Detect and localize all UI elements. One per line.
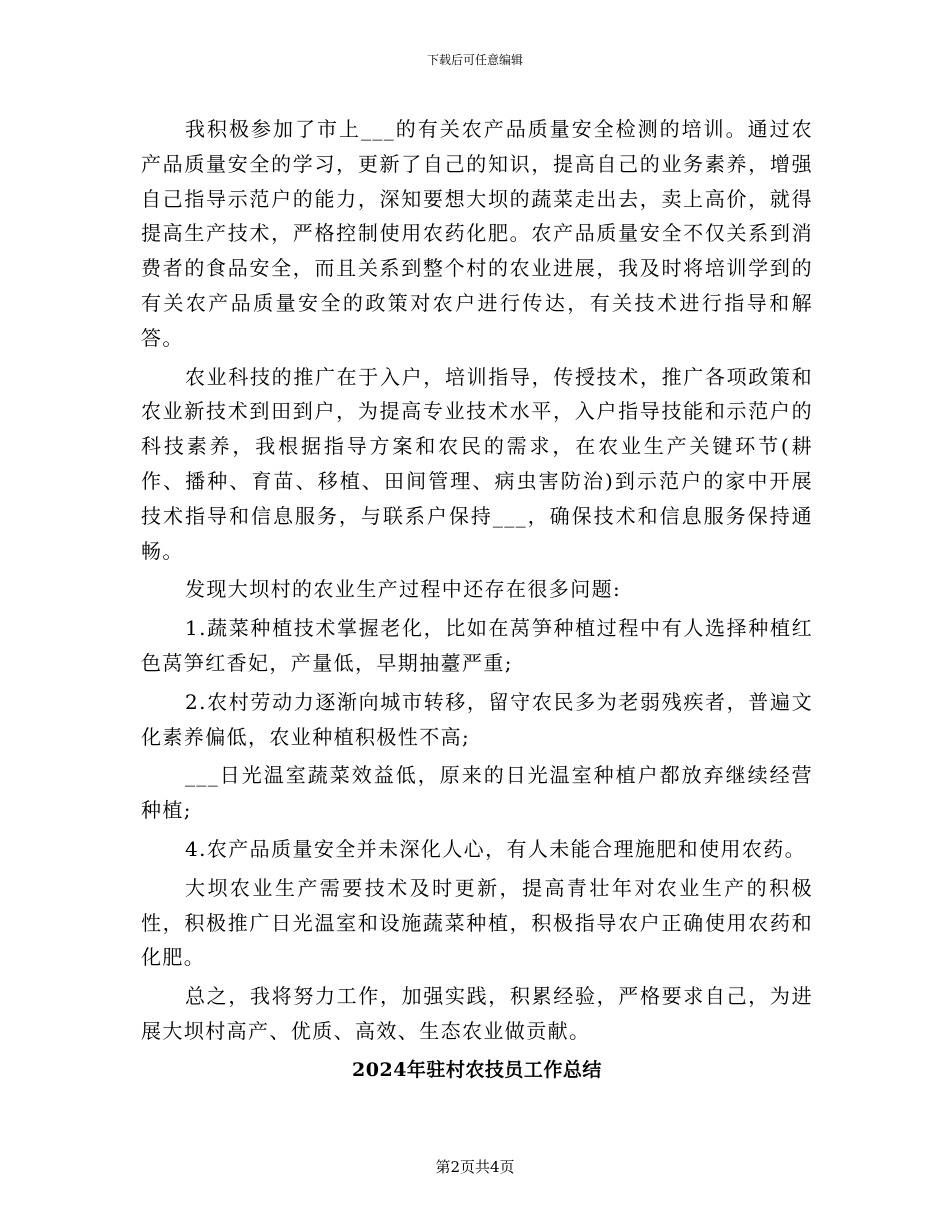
page-number: 第2页共4页 xyxy=(435,1158,515,1176)
paragraph-conclusion: 总之，我将努力工作，加强实践，积累经验，严格要求自己，为进展大坝村高产、优质、高效、生态农业做贡献。 xyxy=(141,984,813,1043)
paragraph-training: 我积极参加了市上___的有关农产品质量安全检测的培训。通过农产品质量安全的学习，更新了自己的知识，提高自己的业务素养，增强自己指导示范户的能力，深知要想大坝的蔬菜走出去，卖上高价，就得提高生产技术，严格控制使用农药化肥。农产品质量安全不仅关系到消费者的食品安全，而且关系到整个村的农业进展，我及时将培训学到的有关农产品质量安全的政策对农户进行传达，有关技术进行指导和解答。 xyxy=(141,117,813,350)
list-item-problem-1: 1.蔬菜种植技术掌握老化，比如在莴笋种植过程中有人选择种植红色莴笋红香妃，产量低，早期抽薹严重; xyxy=(141,616,813,675)
page-header: 下载后可任意编辑 xyxy=(426,53,523,67)
list-item-problem-4: 4.农产品质量安全并未深化人心，有人未能合理施肥和使用农药。 xyxy=(185,836,807,861)
paragraph-needs: 大坝农业生产需要技术及时更新，提高青壮年对农业生产的积极性，积极推广日光温室和设施蔬菜种植，积极指导农户正确使用农药和化肥。 xyxy=(141,875,813,970)
list-item-problem-2: 2.农村劳动力逐渐向城市转移，留守农民多为老弱残疾者，普遍文化素养偏低，农业种植积极性不高; xyxy=(141,689,813,749)
list-item-problem-3: ___日光温室蔬菜效益低，原来的日光温室种植户都放弃继续经营种植; xyxy=(141,763,813,823)
paragraph-problems-intro: 发现大坝村的农业生产过程中还存在很多问题: xyxy=(185,577,622,602)
paragraph-extension: 农业科技的推广在于入户，培训指导，传授技术，推广各项政策和农业新技术到田到户，为提高专业技术水平，入户指导技能和示范户的科技素养，我根据指导方案和农民的需求，在农业生产关键环节(耕作、播种、育苗、移植、田间管理、病虫害防治)到示范户的家中开展技术指导和信息服务，与联系户保持___，确保技术和信息服务保持通畅。 xyxy=(141,364,813,563)
section-title: 2024年驻村农技员工作总结 xyxy=(352,1058,602,1081)
document-body xyxy=(141,112,813,1087)
